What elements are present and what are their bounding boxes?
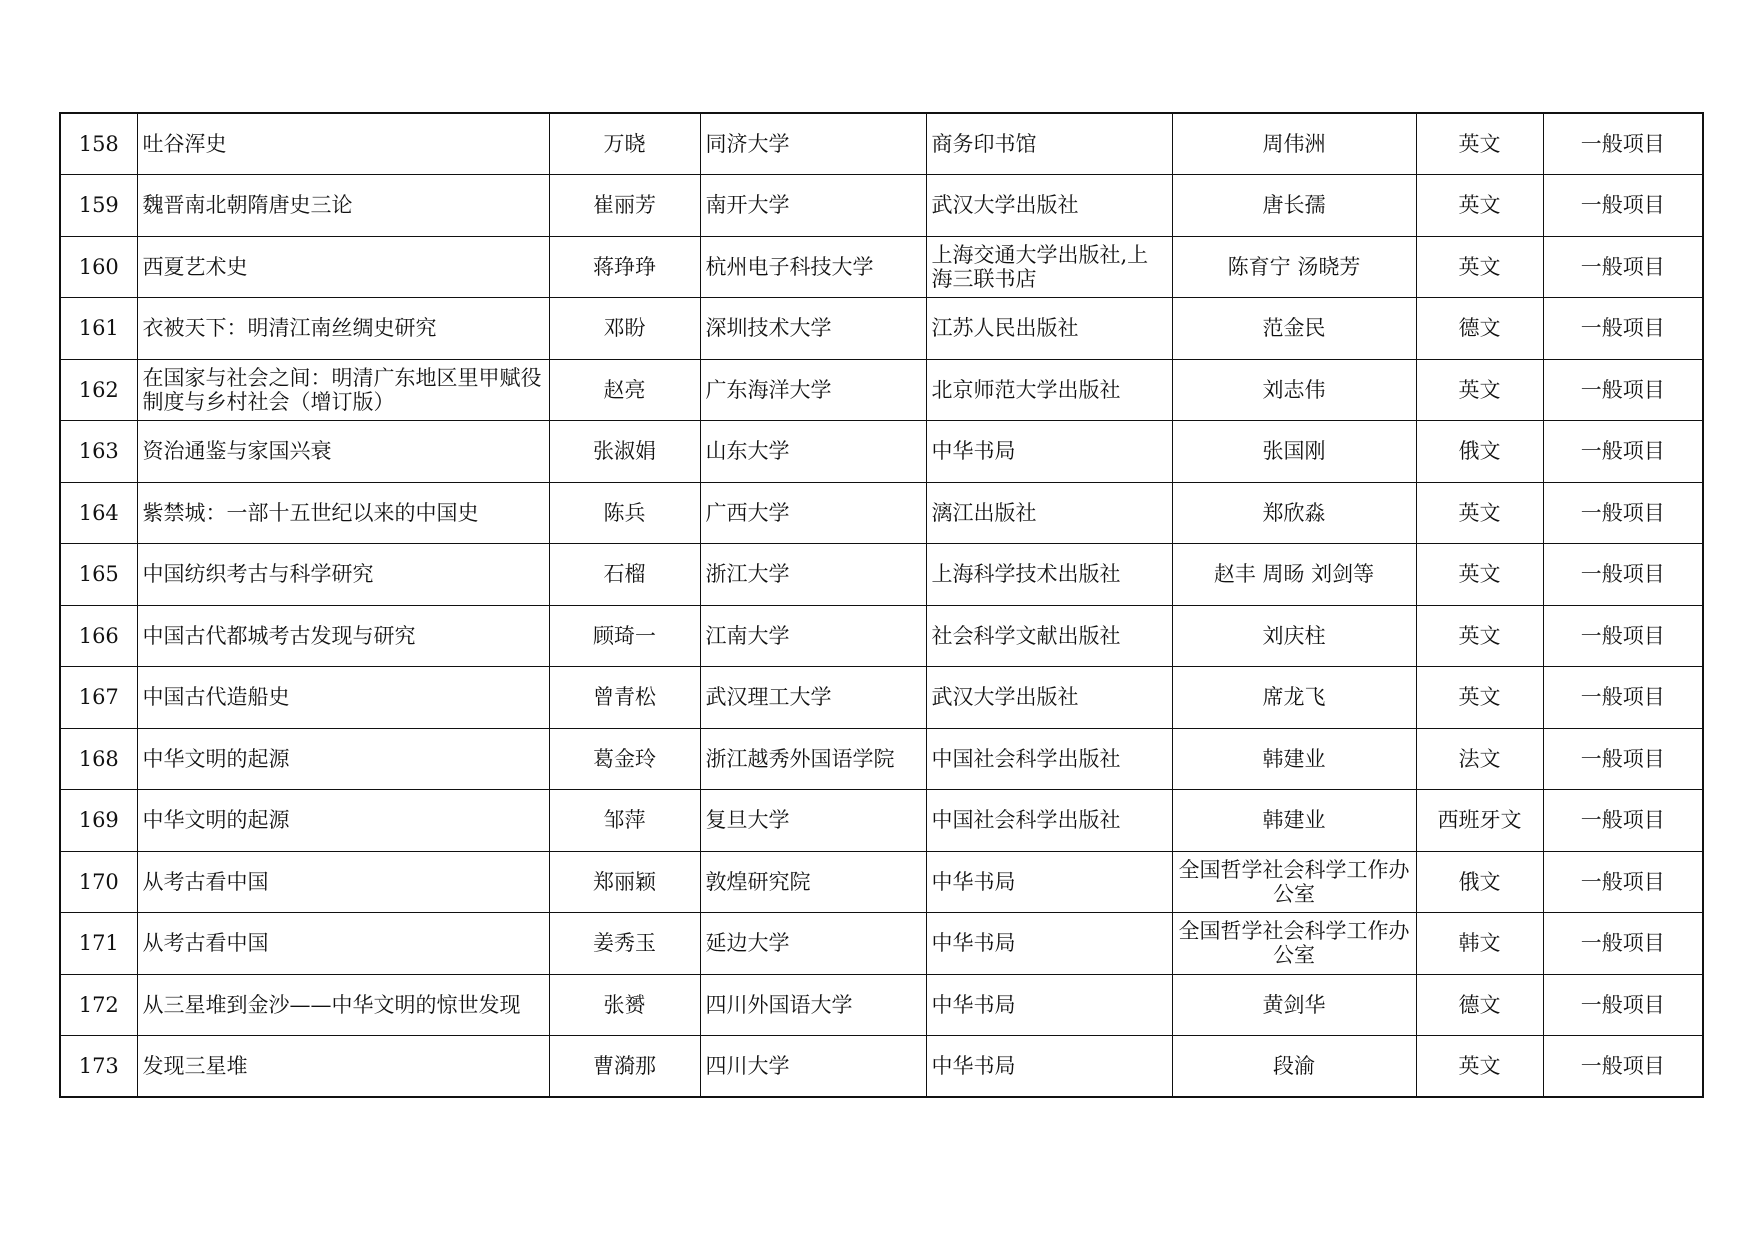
table-row xyxy=(60,236,1703,298)
institution-cell: 武汉理工大学 xyxy=(700,667,926,729)
row-number-cell: 169 xyxy=(60,790,137,852)
row-number-cell: 168 xyxy=(60,728,137,790)
author-cell: 陈育宁 汤晓芳 xyxy=(1172,236,1416,298)
table-row xyxy=(60,667,1703,729)
institution-cell: 复旦大学 xyxy=(700,790,926,852)
table-row xyxy=(60,421,1703,483)
publisher-cell: 江苏人民出版社 xyxy=(926,298,1172,360)
translator-name-cell: 郑丽颖 xyxy=(549,851,700,913)
project-type-cell: 一般项目 xyxy=(1543,113,1703,175)
book-title-cell: 中国古代造船史 xyxy=(137,667,549,729)
translator-name-cell: 曾青松 xyxy=(549,667,700,729)
translator-name-cell: 张淑娟 xyxy=(549,421,700,483)
book-title-cell: 资治通鉴与家国兴衰 xyxy=(137,421,549,483)
institution-cell: 江南大学 xyxy=(700,605,926,667)
table-row xyxy=(60,175,1703,237)
book-title-cell: 紫禁城：一部十五世纪以来的中国史 xyxy=(137,482,549,544)
publisher-cell: 社会科学文献出版社 xyxy=(926,605,1172,667)
book-title-cell: 中国古代都城考古发现与研究 xyxy=(137,605,549,667)
row-number-cell: 158 xyxy=(60,113,137,175)
row-number-cell: 171 xyxy=(60,913,137,975)
project-type-cell: 一般项目 xyxy=(1543,790,1703,852)
row-number-cell: 162 xyxy=(60,359,137,421)
project-type-cell: 一般项目 xyxy=(1543,236,1703,298)
row-number-cell: 161 xyxy=(60,298,137,360)
translator-name-cell: 顾琦一 xyxy=(549,605,700,667)
target-language-cell: 英文 xyxy=(1416,175,1543,237)
institution-cell: 延边大学 xyxy=(700,913,926,975)
project-table xyxy=(59,112,1704,1098)
publisher-cell: 中国社会科学出版社 xyxy=(926,790,1172,852)
institution-cell: 浙江越秀外国语学院 xyxy=(700,728,926,790)
row-number-cell: 172 xyxy=(60,974,137,1036)
translator-name-cell: 邓盼 xyxy=(549,298,700,360)
row-number-cell: 173 xyxy=(60,1036,137,1098)
book-title-cell: 衣被天下：明清江南丝绸史研究 xyxy=(137,298,549,360)
author-cell: 韩建业 xyxy=(1172,728,1416,790)
author-cell: 周伟洲 xyxy=(1172,113,1416,175)
row-number-cell: 163 xyxy=(60,421,137,483)
institution-cell: 山东大学 xyxy=(700,421,926,483)
table-row xyxy=(60,728,1703,790)
project-type-cell: 一般项目 xyxy=(1543,1036,1703,1098)
project-type-cell: 一般项目 xyxy=(1543,175,1703,237)
author-cell: 范金民 xyxy=(1172,298,1416,360)
target-language-cell: 俄文 xyxy=(1416,851,1543,913)
project-type-cell: 一般项目 xyxy=(1543,359,1703,421)
table-row xyxy=(60,298,1703,360)
target-language-cell: 英文 xyxy=(1416,544,1543,606)
target-language-cell: 英文 xyxy=(1416,667,1543,729)
project-type-cell: 一般项目 xyxy=(1543,605,1703,667)
row-number-cell: 159 xyxy=(60,175,137,237)
translator-name-cell: 邹萍 xyxy=(549,790,700,852)
book-title-cell: 中华文明的起源 xyxy=(137,790,549,852)
translator-name-cell: 蒋琤琤 xyxy=(549,236,700,298)
target-language-cell: 西班牙文 xyxy=(1416,790,1543,852)
target-language-cell: 英文 xyxy=(1416,113,1543,175)
project-type-cell: 一般项目 xyxy=(1543,913,1703,975)
author-cell: 刘志伟 xyxy=(1172,359,1416,421)
row-number-cell: 170 xyxy=(60,851,137,913)
table-row xyxy=(60,359,1703,421)
row-number-cell: 160 xyxy=(60,236,137,298)
book-title-cell: 发现三星堆 xyxy=(137,1036,549,1098)
target-language-cell: 英文 xyxy=(1416,1036,1543,1098)
book-title-cell: 魏晋南北朝隋唐史三论 xyxy=(137,175,549,237)
publisher-cell: 武汉大学出版社 xyxy=(926,175,1172,237)
institution-cell: 同济大学 xyxy=(700,113,926,175)
author-cell: 张国刚 xyxy=(1172,421,1416,483)
row-number-cell: 165 xyxy=(60,544,137,606)
institution-cell: 四川大学 xyxy=(700,1036,926,1098)
publisher-cell: 北京师范大学出版社 xyxy=(926,359,1172,421)
author-cell: 全国哲学社会科学工作办公室 xyxy=(1172,851,1416,913)
book-title-cell: 在国家与社会之间：明清广东地区里甲赋役制度与乡村社会（增订版） xyxy=(137,359,549,421)
table-row xyxy=(60,790,1703,852)
author-cell: 黄剑华 xyxy=(1172,974,1416,1036)
publisher-cell: 商务印书馆 xyxy=(926,113,1172,175)
table-row xyxy=(60,482,1703,544)
project-type-cell: 一般项目 xyxy=(1543,728,1703,790)
translator-name-cell: 葛金玲 xyxy=(549,728,700,790)
author-cell: 赵丰 周旸 刘剑等 xyxy=(1172,544,1416,606)
publisher-cell: 漓江出版社 xyxy=(926,482,1172,544)
publisher-cell: 中华书局 xyxy=(926,421,1172,483)
row-number-cell: 167 xyxy=(60,667,137,729)
table-row xyxy=(60,544,1703,606)
project-type-cell: 一般项目 xyxy=(1543,851,1703,913)
publisher-cell: 中华书局 xyxy=(926,974,1172,1036)
translator-name-cell: 陈兵 xyxy=(549,482,700,544)
publisher-cell: 中华书局 xyxy=(926,851,1172,913)
target-language-cell: 英文 xyxy=(1416,605,1543,667)
project-type-cell: 一般项目 xyxy=(1543,544,1703,606)
target-language-cell: 法文 xyxy=(1416,728,1543,790)
table-row xyxy=(60,851,1703,913)
project-type-cell: 一般项目 xyxy=(1543,482,1703,544)
row-number-cell: 166 xyxy=(60,605,137,667)
target-language-cell: 英文 xyxy=(1416,359,1543,421)
translator-name-cell: 万晓 xyxy=(549,113,700,175)
publisher-cell: 上海科学技术出版社 xyxy=(926,544,1172,606)
book-title-cell: 中华文明的起源 xyxy=(137,728,549,790)
project-type-cell: 一般项目 xyxy=(1543,667,1703,729)
book-title-cell: 中国纺织考古与科学研究 xyxy=(137,544,549,606)
translator-name-cell: 赵亮 xyxy=(549,359,700,421)
translator-name-cell: 曹漪那 xyxy=(549,1036,700,1098)
target-language-cell: 德文 xyxy=(1416,974,1543,1036)
author-cell: 段渝 xyxy=(1172,1036,1416,1098)
target-language-cell: 英文 xyxy=(1416,482,1543,544)
author-cell: 席龙飞 xyxy=(1172,667,1416,729)
table-row xyxy=(60,1036,1703,1098)
publisher-cell: 中华书局 xyxy=(926,913,1172,975)
table-row xyxy=(60,913,1703,975)
book-title-cell: 从考古看中国 xyxy=(137,913,549,975)
table-row xyxy=(60,974,1703,1036)
institution-cell: 浙江大学 xyxy=(700,544,926,606)
book-title-cell: 西夏艺术史 xyxy=(137,236,549,298)
institution-cell: 广东海洋大学 xyxy=(700,359,926,421)
book-title-cell: 吐谷浑史 xyxy=(137,113,549,175)
project-type-cell: 一般项目 xyxy=(1543,421,1703,483)
translator-name-cell: 姜秀玉 xyxy=(549,913,700,975)
translator-name-cell: 崔丽芳 xyxy=(549,175,700,237)
row-number-cell: 164 xyxy=(60,482,137,544)
author-cell: 郑欣淼 xyxy=(1172,482,1416,544)
institution-cell: 深圳技术大学 xyxy=(700,298,926,360)
author-cell: 唐长孺 xyxy=(1172,175,1416,237)
institution-cell: 四川外国语大学 xyxy=(700,974,926,1036)
project-type-cell: 一般项目 xyxy=(1543,974,1703,1036)
author-cell: 韩建业 xyxy=(1172,790,1416,852)
book-title-cell: 从三星堆到金沙——中华文明的惊世发现 xyxy=(137,974,549,1036)
author-cell: 刘庆柱 xyxy=(1172,605,1416,667)
table-row xyxy=(60,605,1703,667)
translator-name-cell: 石榴 xyxy=(549,544,700,606)
target-language-cell: 俄文 xyxy=(1416,421,1543,483)
author-cell: 全国哲学社会科学工作办公室 xyxy=(1172,913,1416,975)
publisher-cell: 中华书局 xyxy=(926,1036,1172,1098)
institution-cell: 南开大学 xyxy=(700,175,926,237)
target-language-cell: 德文 xyxy=(1416,298,1543,360)
publisher-cell: 上海交通大学出版社,上海三联书店 xyxy=(926,236,1172,298)
project-type-cell: 一般项目 xyxy=(1543,298,1703,360)
target-language-cell: 英文 xyxy=(1416,236,1543,298)
table-row xyxy=(60,113,1703,175)
institution-cell: 广西大学 xyxy=(700,482,926,544)
publisher-cell: 中国社会科学出版社 xyxy=(926,728,1172,790)
book-title-cell: 从考古看中国 xyxy=(137,851,549,913)
institution-cell: 敦煌研究院 xyxy=(700,851,926,913)
publisher-cell: 武汉大学出版社 xyxy=(926,667,1172,729)
target-language-cell: 韩文 xyxy=(1416,913,1543,975)
translator-name-cell: 张赟 xyxy=(549,974,700,1036)
institution-cell: 杭州电子科技大学 xyxy=(700,236,926,298)
